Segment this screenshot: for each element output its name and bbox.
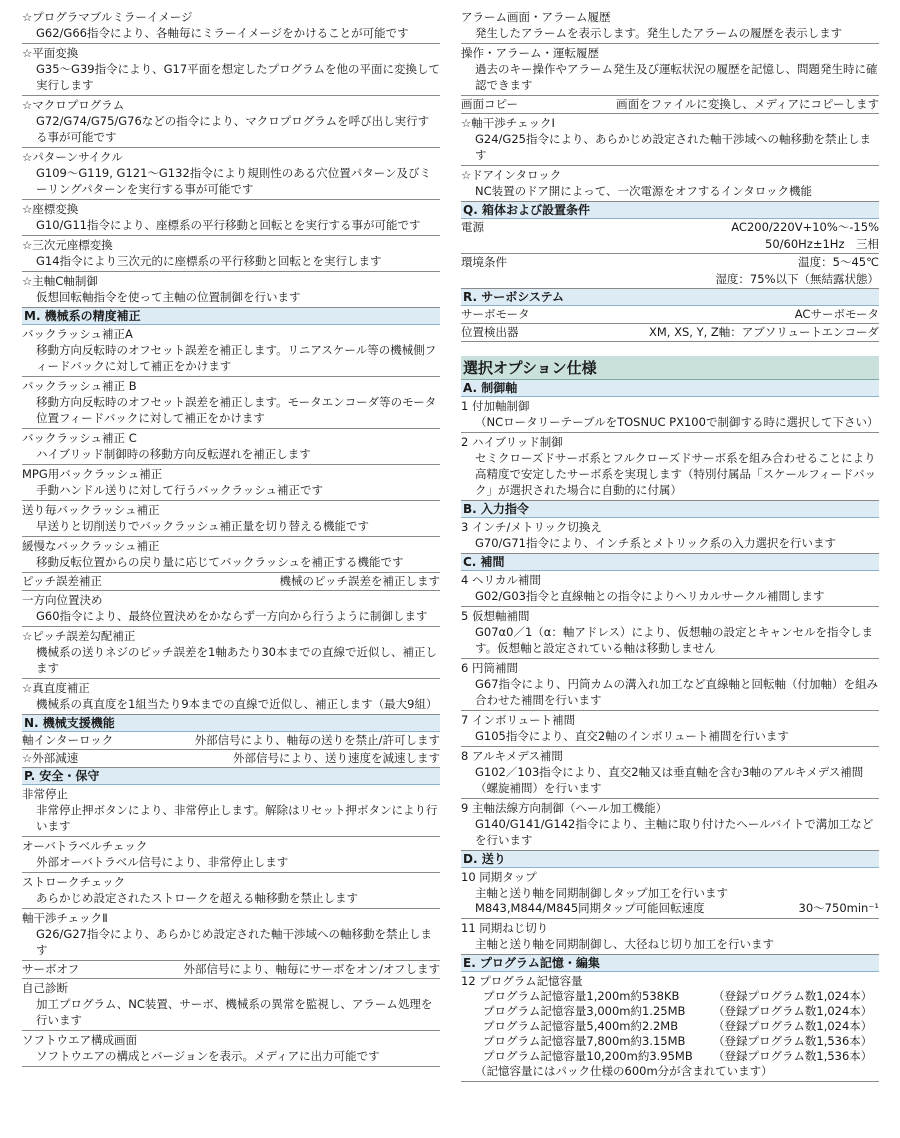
spec-item <box>461 919 879 955</box>
spec-item <box>461 518 879 554</box>
spec-item <box>461 433 879 501</box>
spec-item-title: MPG用バックラッシュ補正 <box>22 467 163 481</box>
spec-item <box>22 501 440 537</box>
spec-item-desc: 手動ハンドル送りに対して行うバックラッシュ補正です <box>36 483 324 497</box>
section-heading: B. 入力指令 <box>461 501 879 518</box>
memory-capacity: プログラム記憶容量5,400m約2.2MB <box>483 1019 679 1033</box>
spec-item-desc: 主軸と送り軸を同期制御し、大径ねじ切り加工を行います <box>475 937 774 951</box>
spec-item-title: ☆軸干渉チェックⅠ <box>461 116 555 130</box>
right-column <box>461 8 879 1082</box>
spec-item <box>461 747 879 799</box>
spec-item-desc: G62/G66指令により、各軸毎にミラーイメージをかけることが可能です <box>36 26 409 40</box>
spec-item <box>22 377 440 429</box>
spec-item-title: オーバトラベルチェック <box>22 839 148 853</box>
major-section-heading: 選択オプション仕様 <box>461 356 879 380</box>
spec-row-label: 画面コピー <box>461 97 519 111</box>
spec-item-title: バックラッシュ補正 B <box>22 379 137 393</box>
spec-row-label: 環境条件 <box>461 255 507 269</box>
section-heading: E. プログラム記憶・編集 <box>461 955 879 972</box>
spec-item-desc: 主軸と送り軸を同期制御しタップ加工を行います <box>475 886 728 900</box>
spec-row-label: 軸インターロック <box>22 733 114 747</box>
spec-item <box>22 272 440 308</box>
spec-item <box>461 607 879 659</box>
spec-row <box>461 219 879 254</box>
section-heading: D. 送り <box>461 851 879 868</box>
spec-row-value: 温度：5～45℃ <box>798 255 879 269</box>
tap-speed-spec <box>461 901 879 916</box>
spec-item-title: 11 同期ねじ切り <box>461 921 549 935</box>
spec-item-title: ☆プログラマブルミラーイメージ <box>22 10 193 24</box>
spec-item-title: ストロークチェック <box>22 875 126 889</box>
spec-item-title: 12 プログラム記憶容量 <box>461 974 583 988</box>
section-heading: C. 補間 <box>461 554 879 571</box>
spec-item-title: 操作・アラーム・運転履歴 <box>461 46 599 60</box>
spec-item <box>461 397 879 433</box>
spec-item <box>461 571 879 607</box>
spec-row-value: 外部信号により、軸毎にサーボをオン/オフします <box>183 962 440 976</box>
spec-row-value: 画面をファイルに変換し、メディアにコピーします <box>616 97 879 111</box>
spec-item <box>461 659 879 711</box>
spec-item-desc: 過去のキー操作やアラーム発生及び運転状況の履歴を記憶し、問題発生時に確認できます <box>475 62 878 92</box>
spec-item-desc: G105指令により、直交2軸のインボリュート補間を行います <box>475 729 789 743</box>
spec-row-label: ☆外部減速 <box>22 751 79 765</box>
spec-item-desc: G67指令により、円筒カムの溝入れ加工など直線軸と回転軸（付加軸）を組み合わせた補間を行います <box>475 677 879 707</box>
spec-row-value: 外部信号により、軸毎の送りを禁止/許可します <box>194 733 440 747</box>
spec-item-title: 2 ハイブリッド制御 <box>461 435 563 449</box>
spec-row-label: サーボモータ <box>461 307 530 321</box>
spec-item-desc: G140/G141/G142指令により、主軸に取り付けたヘールバイトで溝加工などを行います <box>475 817 874 847</box>
memory-capacity-line <box>461 1019 879 1034</box>
section-heading: R. サーボシステム <box>461 289 879 306</box>
spec-item-title: 非常停止 <box>22 787 68 801</box>
spec-item-title: 5 仮想軸補間 <box>461 609 530 623</box>
spec-item <box>461 8 879 44</box>
spec-row <box>461 96 879 114</box>
spec-item-title: 7 インボリュート補間 <box>461 713 576 727</box>
memory-capacity-line <box>461 1034 879 1049</box>
program-count: （登録プログラム数1,024本） <box>713 989 873 1003</box>
memory-capacity: プログラム記憶容量1,200m約538KB <box>483 989 680 1003</box>
spec-item-title: ソフトウエア構成画面 <box>22 1033 137 1047</box>
spec-item <box>22 909 440 961</box>
spec-row <box>461 306 879 324</box>
spec-row-value: XM, XS, Y, Z軸：アブソリュートエンコーダ <box>648 325 879 339</box>
spec-row-label: サーボオフ <box>22 962 80 976</box>
program-count: （登録プログラム数1,536本） <box>713 1034 873 1048</box>
spec-item-title: ☆平面変換 <box>22 46 79 60</box>
spec-item-desc: G26/G27指令により、あらかじめ設定された軸干渉域への軸移動を禁止します <box>36 927 432 957</box>
spec-item-desc: 移動方向反転時のオフセット誤差を補正します。リニアスケール等の機械側フィードバックに対して補正をかけます <box>36 343 437 373</box>
spec-item-desc: ハイブリッド制御時の移動方向反転遅れを補正します <box>36 447 311 461</box>
memory-capacity-line <box>461 1004 879 1019</box>
section-heading: M. 機械系の精度補正 <box>22 308 440 325</box>
spec-item <box>22 979 440 1031</box>
tap-speed-label: M843,M844/M845同期タップ可能回転速度 <box>475 901 705 915</box>
spec-row <box>461 254 879 289</box>
spec-item <box>461 972 879 1082</box>
spec-item-title: 4 ヘリカル補間 <box>461 573 541 587</box>
spec-item-desc: G35～G39指令により、G17平面を想定したプログラムを他の平面に変換して実行します <box>36 62 441 92</box>
spec-item <box>22 537 440 573</box>
section-heading: P. 安全・保守 <box>22 768 440 785</box>
spec-item-desc: 加工プログラム、NC装置、サーボ、機械系の異常を監視し、アラーム処理を行います <box>36 997 433 1027</box>
spec-row <box>22 732 440 750</box>
spec-item <box>22 96 440 148</box>
spec-item-title: ☆主軸C軸制御 <box>22 274 98 288</box>
spec-item-desc: ソフトウエアの構成とバージョンを表示。メディアに出力可能です <box>36 1049 380 1063</box>
spec-item-title: 10 同期タップ <box>461 870 537 884</box>
memory-capacity-line <box>461 1049 879 1064</box>
memory-capacity-line <box>461 989 879 1004</box>
spec-row-value-2: 50/60Hz±1Hz 三相 <box>765 237 879 251</box>
spec-item <box>22 325 440 377</box>
spec-item-title: アラーム画面・アラーム履歴 <box>461 10 611 24</box>
program-count: （登録プログラム数1,536本） <box>713 1049 873 1063</box>
spec-item-title: バックラッシュ補正A <box>22 327 133 341</box>
memory-capacity: プログラム記憶容量7,800m約3.15MB <box>483 1034 686 1048</box>
spec-item <box>22 837 440 873</box>
spec-item-desc: G24/G25指令により、あらかじめ設定された軸干渉域への軸移動を禁止します <box>475 132 871 162</box>
spec-item-desc: G72/G74/G75/G76などの指令により、マクロプログラムを呼び出し実行する事が可能です <box>36 114 430 144</box>
memory-capacity: プログラム記憶容量10,200m約3.95MB <box>483 1049 693 1063</box>
spec-row-label: 電源 <box>461 220 484 234</box>
spec-item-title: 8 アルキメデス補間 <box>461 749 563 763</box>
spec-item <box>461 166 879 202</box>
spec-item <box>22 148 440 200</box>
spec-item-title: ☆真直度補正 <box>22 681 90 695</box>
spec-item-title: 6 円筒補間 <box>461 661 518 675</box>
spec-item <box>22 627 440 679</box>
spec-item <box>22 465 440 501</box>
spec-item-title: 送り毎バックラッシュ補正 <box>22 503 160 517</box>
spec-row-value: ACサーボモータ <box>794 307 879 321</box>
spec-item-title: 1 付加軸制御 <box>461 399 530 413</box>
spec-item-title: ☆パターンサイクル <box>22 150 123 164</box>
spec-item-desc: 非常停止押ボタンにより、非常停止します。解除はリセット押ボタンにより行います <box>36 803 438 833</box>
spec-item-desc: NC装置のドア開によって、一次電源をオフするインタロック機能 <box>475 184 813 198</box>
spec-item-desc: G109～G119, G121～G132指令により規則性のある穴位置パターン及びミーリングパターンを実行する事が可能です <box>36 166 432 196</box>
spec-item <box>22 236 440 272</box>
section-heading: N. 機械支援機能 <box>22 715 440 732</box>
spec-item-title: 軸干渉チェックⅡ <box>22 911 108 925</box>
spec-item <box>461 799 879 851</box>
spec-item <box>22 44 440 96</box>
memory-capacity: プログラム記憶容量3,000m約1.25MB <box>483 1004 686 1018</box>
spec-item <box>22 200 440 236</box>
spec-item-title: 一方向位置決め <box>22 593 103 607</box>
spec-row-top <box>461 219 879 236</box>
spec-item <box>22 873 440 909</box>
spec-item-desc: G02/G03指令と直線軸との指令によりヘリカルサークル補間します <box>475 589 825 603</box>
spec-row <box>22 750 440 768</box>
tap-speed-value: 30～750min⁻¹ <box>798 901 879 915</box>
spec-item <box>22 591 440 627</box>
spec-item-title: 緩慢なバックラッシュ補正 <box>22 539 160 553</box>
spec-row <box>22 961 440 979</box>
spec-item-desc: G10/G11指令により、座標系の平行移動と回転とを実行する事が可能です <box>36 218 421 232</box>
spec-item-desc: G60指令により、最終位置決めをかならず一方向から行うように制御します <box>36 609 428 623</box>
spec-item <box>461 114 879 166</box>
section-heading: Q. 箱体および設置条件 <box>461 202 879 219</box>
spec-item-desc: 移動方向反転時のオフセット誤差を補正します。モータエンコーダ等のモータ位置フィードバックに対して補正をかけます <box>36 395 437 425</box>
spec-item-desc: 早送りと切削送りでバックラッシュ補正量を切り替える機能です <box>36 519 370 533</box>
spec-item-desc: 移動反転位置からの戻り量に応じてバックラッシュを補正する機能です <box>36 555 404 569</box>
spec-item-title: 3 インチ/メトリック切換え <box>461 520 602 534</box>
spec-item <box>461 44 879 96</box>
spec-item-desc: 発生したアラームを表示します。発生したアラームの履歴を表示します <box>475 26 843 40</box>
spec-item-desc: 機械系の真直度を1組当たり9本までの直線で近似し、補正します（最大9組） <box>36 697 438 711</box>
spec-item-title: バックラッシュ補正 C <box>22 431 137 445</box>
spec-row-top <box>461 254 879 271</box>
spec-item-desc: G70/G71指令により、インチ系とメトリック系の入力選択を行います <box>475 536 837 550</box>
spec-item-title: ☆ピッチ誤差勾配補正 <box>22 629 136 643</box>
spec-item <box>22 679 440 715</box>
spec-item-desc: G07α0／1（α：軸アドレス）により、仮想軸の設定とキャンセルを指令します。仮想軸と設定されている軸は移動しません <box>475 625 873 655</box>
memory-note: （記憶容量にはパック仕様の600m分が含まれています） <box>475 1064 773 1078</box>
spec-item-title: ☆ドアインタロック <box>461 168 562 182</box>
spec-item-desc: 外部オーバトラベル信号により、非常停止します <box>36 855 289 869</box>
program-count: （登録プログラム数1,024本） <box>713 1019 873 1033</box>
spec-item-title: 9 主軸法線方向制御（ヘール加工機能） <box>461 801 668 815</box>
spec-item-desc: あらかじめ設定されたストロークを超える軸移動を禁止します <box>36 891 358 905</box>
left-column <box>22 8 440 1067</box>
spec-item <box>22 8 440 44</box>
spec-item-desc: G102／103指令により、直交2軸又は垂直軸を含む3軸のアルキメデス補間（螺旋補間）を行います <box>475 765 864 795</box>
spec-item <box>461 711 879 747</box>
spec-item-desc: G14指令により三次元的に座標系の平行移動と回転とを実行します <box>36 254 382 268</box>
spec-item-desc: セミクローズドサーボ系とフルクローズドサーボ系を組み合わせることにより高精度で安定したサーボ系を実現します（特別付属品「スケールフィードバック」が選択された場合に自動的に付属） <box>475 451 877 497</box>
program-count: （登録プログラム数1,024本） <box>713 1004 873 1018</box>
spec-item <box>461 868 879 919</box>
spec-row-label: 位置検出器 <box>461 325 519 339</box>
spec-row-value: 機械のピッチ誤差を補正します <box>279 574 440 588</box>
spec-item-title: ☆座標変換 <box>22 202 79 216</box>
spec-item-desc: 機械系の送りネジのピッチ誤差を1軸あたり30本までの直線で近似し、補正します <box>36 645 437 675</box>
spec-row <box>461 324 879 342</box>
spec-item <box>22 785 440 837</box>
spec-item <box>22 429 440 465</box>
spec-row-value-2: 湿度：75%以下（無結露状態） <box>715 272 879 286</box>
spec-row-value: AC200/220V+10%～-15% <box>731 220 879 234</box>
spec-item-desc: （NCロータリーテーブルをTOSNUC PX100で制御する時に選択して下さい） <box>475 415 879 429</box>
spec-row <box>22 573 440 591</box>
spec-item-desc: 仮想回転軸指令を使って主軸の位置制御を行います <box>36 290 301 304</box>
spec-item-title: 自己診断 <box>22 981 68 995</box>
spec-item <box>22 1031 440 1067</box>
spec-item-title: ☆三次元座標変換 <box>22 238 113 252</box>
spec-row-value: 外部信号により、送り速度を減速します <box>233 751 440 765</box>
spec-row-label: ピッチ誤差補正 <box>22 574 103 588</box>
spec-item-title: ☆マクロプログラム <box>22 98 125 112</box>
section-heading: A. 制御軸 <box>461 380 879 397</box>
